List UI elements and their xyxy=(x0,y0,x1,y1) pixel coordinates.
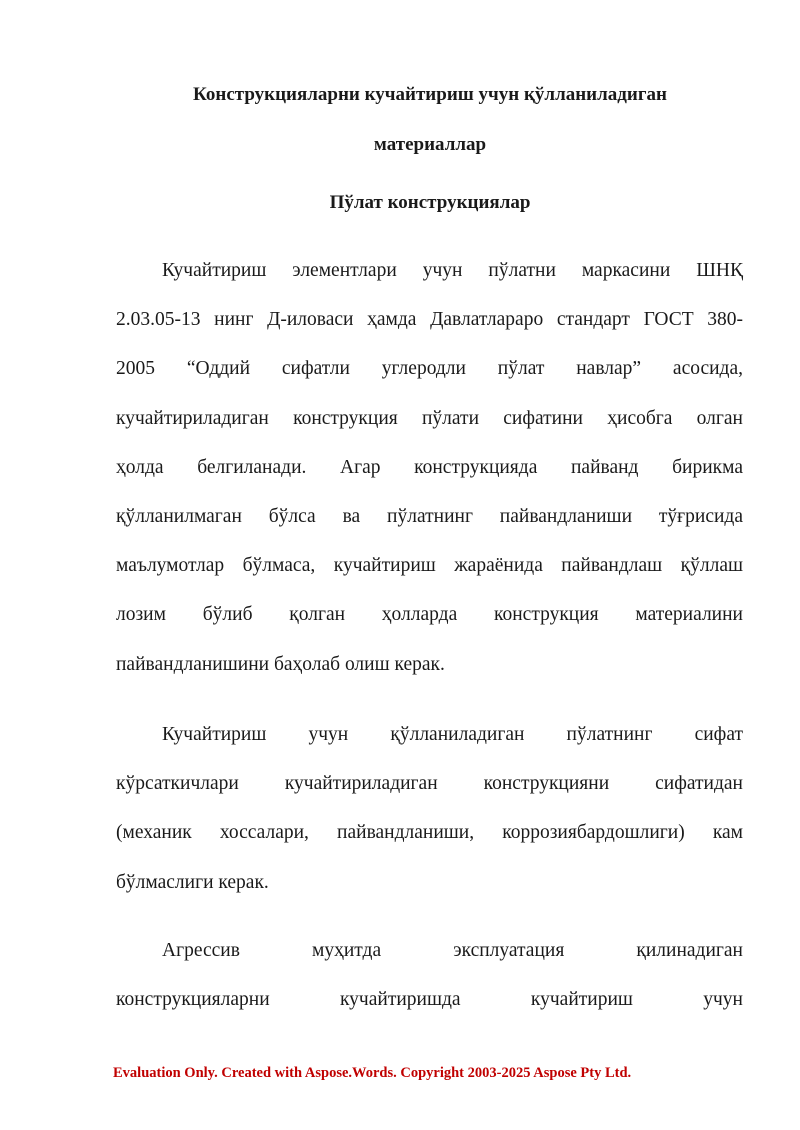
evaluation-watermark: Evaluation Only. Created with Aspose.Words. Copyright 2003-2025 Aspose Pty Ltd. xyxy=(113,1065,632,1081)
paragraph-line: пайвандланишини баҳолаб олиш керак. xyxy=(116,653,445,675)
paragraph-line: ҳолда белгиланади. Агар конструкцияда пайванд бирикма xyxy=(116,456,743,478)
paragraph-line: кўрсаткичлари кучайтириладиган конструкцияни сифатидан xyxy=(116,773,743,795)
paragraph-line: 2.03.05-13 нинг Д-иловаси ҳамда Давлатлараро стандарт ГОСТ 380- xyxy=(116,309,743,331)
paragraph-line: Кучайтириш элементлари учун пўлатни маркасини ШНҚ xyxy=(162,260,743,281)
document-title-line-1: Конструкцияларни кучайтириш учун қўлланиладиган xyxy=(193,84,667,105)
paragraph-line: 2005 “Оддий сифатли углеродли пўлат навлар” асосида, xyxy=(116,358,743,380)
paragraph-line: маълумотлар бўлмаса, кучайтириш жараёнида пайвандлаш қўллаш xyxy=(116,555,743,577)
paragraph-line: конструкцияларни кучайтиришда кучайтириш учун xyxy=(116,989,743,1011)
paragraph-3 xyxy=(116,926,743,1024)
paragraph-1 xyxy=(116,246,743,689)
paragraph-2 xyxy=(116,710,743,907)
paragraph-line: Агрессив муҳитда эксплуатация қилинадиган xyxy=(162,940,743,961)
paragraph-line: Кучайтириш учун қўлланиладиган пўлатнинг сифат xyxy=(162,724,743,745)
document-title-line-2: материаллар xyxy=(373,134,487,155)
paragraph-line: кучайтириладиган конструкция пўлати сифатини ҳисобга олган xyxy=(116,407,743,429)
paragraph-line: лозим бўлиб қолган ҳолларда конструкция материалини xyxy=(116,604,743,626)
paragraph-line: бўлмаслиги керак. xyxy=(116,871,269,893)
section-subtitle: Пўлат конструкциялар xyxy=(329,192,531,213)
paragraph-line: қўлланилмаган бўлса ва пўлатнинг пайвандланиши тўғрисида xyxy=(116,505,743,527)
paragraph-line: (механик хоссалари, пайвандланиши, коррозиябардошлиги) кам xyxy=(116,822,743,844)
